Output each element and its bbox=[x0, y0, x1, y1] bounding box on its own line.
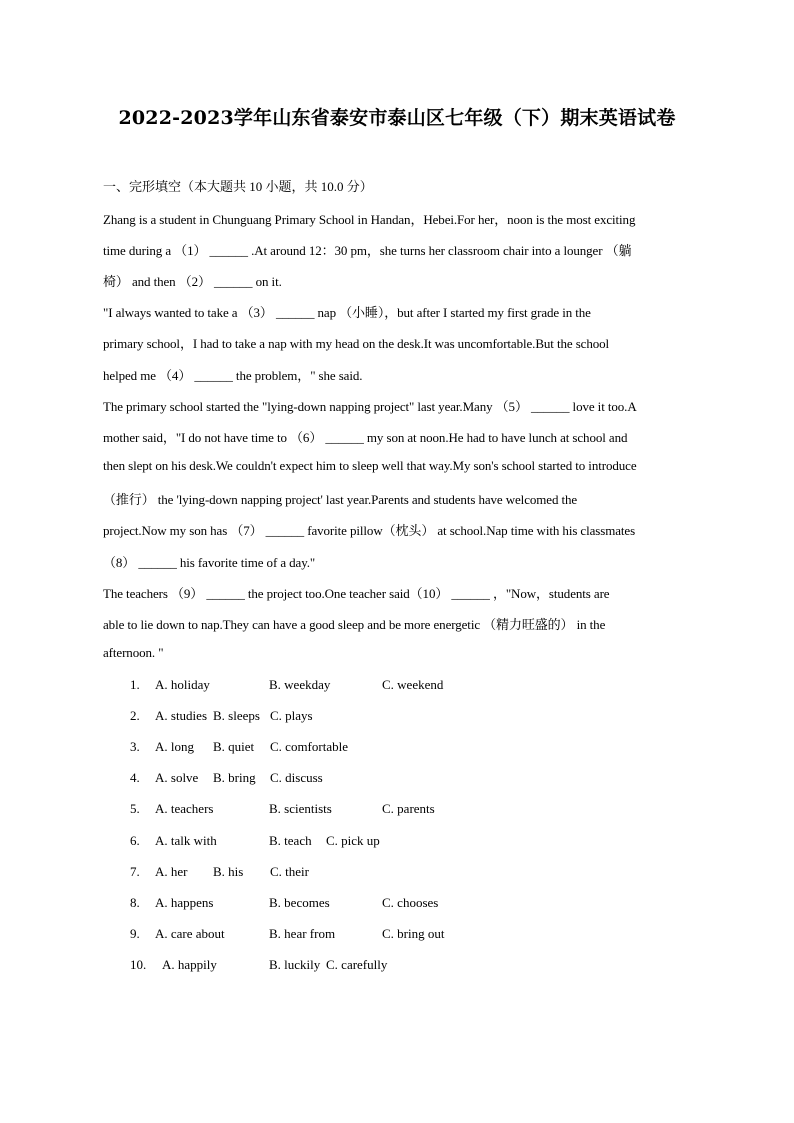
section-heading: 一、完形填空（本大题共 10 小题，共 10.0 分） bbox=[103, 179, 373, 194]
option-c[interactable]: C. carefully bbox=[326, 957, 388, 972]
option-c[interactable]: C. discuss bbox=[270, 770, 323, 785]
option-b[interactable]: B. luckily bbox=[269, 957, 321, 972]
option-b[interactable]: B. hear from bbox=[269, 926, 336, 941]
option-c[interactable]: C. weekend bbox=[382, 677, 444, 692]
question-number: 3. bbox=[130, 739, 140, 754]
option-a[interactable]: A. teachers bbox=[155, 801, 214, 816]
option-a[interactable]: A. happily bbox=[162, 957, 217, 972]
passage-line: helped me （4） ______ the problem，" she said. bbox=[103, 368, 363, 383]
passage-line: primary school，I had to take a nap with my head on the desk.It was uncomfortable.But the school bbox=[103, 336, 610, 351]
passage-line: project.Now my son has （7） ______ favorite pillow（枕头） at school.Nap time with his classmates bbox=[103, 523, 636, 538]
option-b[interactable]: B. his bbox=[213, 864, 244, 879]
option-c[interactable]: C. parents bbox=[382, 801, 435, 816]
question-number: 4. bbox=[130, 770, 140, 785]
option-b[interactable]: B. scientists bbox=[269, 801, 332, 816]
option-a[interactable]: A. solve bbox=[155, 770, 199, 785]
option-b[interactable]: B. teach bbox=[269, 833, 312, 848]
passage-line: （推行） the 'lying-down napping project' last year.Parents and students have welcomed the bbox=[103, 492, 578, 507]
question-number: 7. bbox=[130, 864, 140, 879]
option-c[interactable]: C. comfortable bbox=[270, 739, 348, 754]
passage-line: then slept on his desk.We couldn't expect him to sleep well that way.My son's school started to introduce bbox=[103, 458, 637, 473]
question-number: 8. bbox=[130, 895, 140, 910]
option-a[interactable]: A. talk with bbox=[155, 833, 217, 848]
option-c[interactable]: C. pick up bbox=[326, 833, 380, 848]
question-number: 5. bbox=[130, 801, 140, 816]
passage-line: The teachers （9） ______ the project too.One teacher said（10） ______ ，"Now，students are bbox=[103, 586, 610, 601]
option-a[interactable]: A. studies bbox=[155, 708, 207, 723]
option-c[interactable]: C. their bbox=[270, 864, 309, 879]
option-b[interactable]: B. bring bbox=[213, 770, 256, 785]
option-c[interactable]: C. plays bbox=[270, 708, 313, 723]
question-number: 10. bbox=[130, 957, 147, 972]
passage-line: time during a （1） ______ .At around 12：30 pm，she turns her classroom chair into a lounger （躺 bbox=[103, 243, 632, 258]
passage-line: The primary school started the "lying-down napping project" last year.Many （5） ______ love it too.A bbox=[103, 399, 637, 414]
option-b[interactable]: B. becomes bbox=[269, 895, 330, 910]
option-b[interactable]: B. weekday bbox=[269, 677, 331, 692]
question-number: 2. bbox=[130, 708, 140, 723]
option-a[interactable]: A. her bbox=[155, 864, 188, 879]
option-c[interactable]: C. bring out bbox=[382, 926, 445, 941]
option-a[interactable]: A. happens bbox=[155, 895, 214, 910]
passage-line: （8） ______ his favorite time of a day." bbox=[103, 555, 316, 570]
question-number: 6. bbox=[130, 833, 140, 848]
option-a[interactable]: A. care about bbox=[155, 926, 225, 941]
passage-line: afternoon. " bbox=[103, 645, 164, 660]
passage-line: mother said，"I do not have time to （6） ______ my son at noon.He had to have lunch at school and bbox=[103, 430, 628, 445]
question-number: 9. bbox=[130, 926, 140, 941]
option-a[interactable]: A. long bbox=[155, 739, 194, 754]
option-b[interactable]: B. sleeps bbox=[213, 708, 260, 723]
passage-line: "I always wanted to take a （3） ______ nap （小睡），but after I started my first grade in the bbox=[103, 305, 591, 320]
passage-line: 椅） and then （2） ______ on it. bbox=[103, 274, 282, 289]
question-number: 1. bbox=[130, 677, 140, 692]
passage-line: Zhang is a student in Chunguang Primary School in Handan，Hebei.For her，noon is the most exciting bbox=[103, 212, 636, 227]
option-a[interactable]: A. holiday bbox=[155, 677, 210, 692]
passage-line: able to lie down to nap.They can have a good sleep and be more energetic （精力旺盛的） in the bbox=[103, 617, 606, 632]
exam-title: 2022-2023学年山东省泰安市泰山区七年级（下）期末英语试卷 bbox=[118, 107, 676, 129]
option-c[interactable]: C. chooses bbox=[382, 895, 439, 910]
option-b[interactable]: B. quiet bbox=[213, 739, 255, 754]
